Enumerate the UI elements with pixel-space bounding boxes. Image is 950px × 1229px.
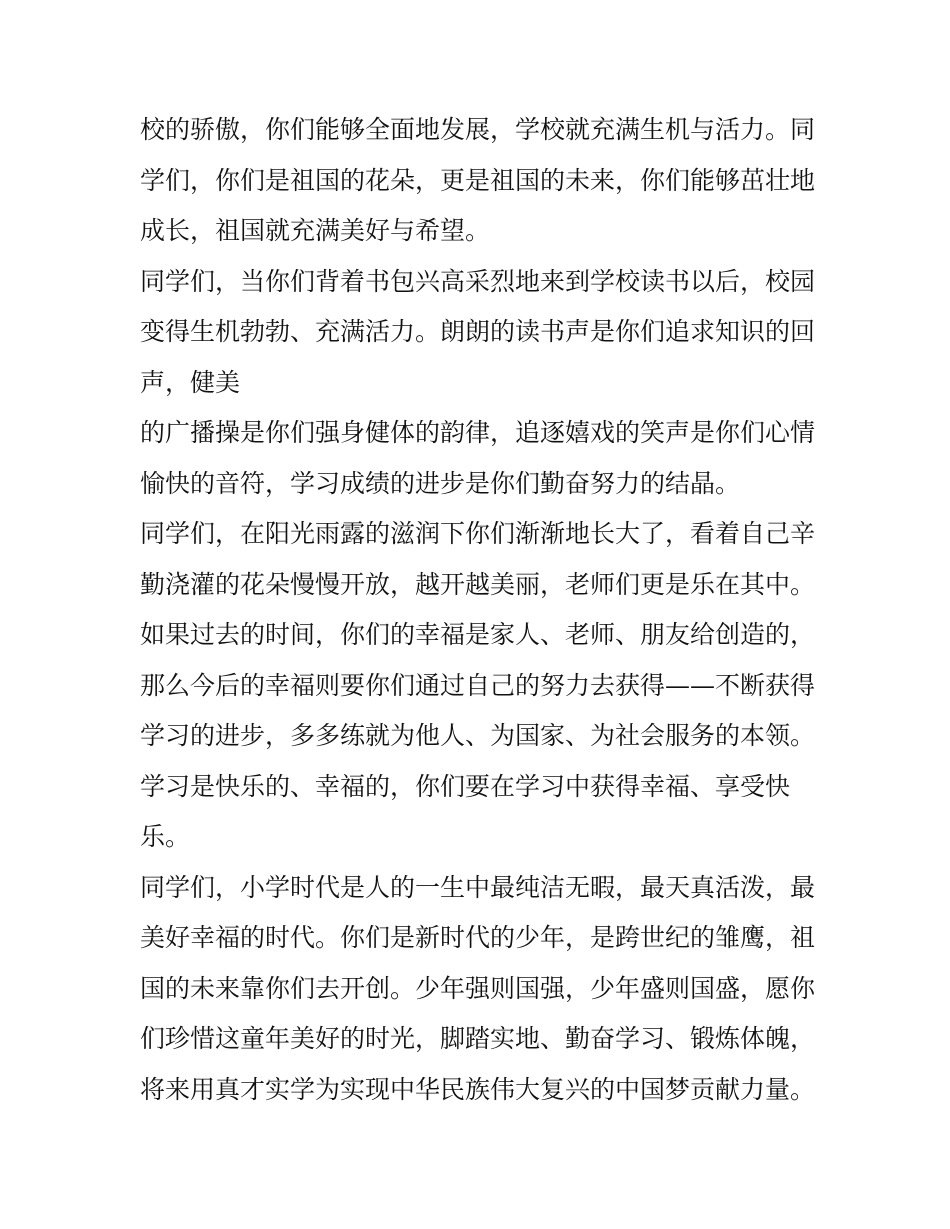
text-line: 校的骄傲，你们能够全面地发展，学校就充满生机与活力。同 <box>140 115 816 144</box>
text-line: 声，健美 <box>140 367 241 397</box>
text-line: 乐。 <box>140 822 191 851</box>
text-line: 将来用真才实学为实现中华民族伟大复兴的中国梦贡献力量。 <box>140 1074 816 1104</box>
text-line: 学习是快乐的、幸福的，你们要在学习中获得幸福、享受快 <box>140 771 791 801</box>
text-line: 勤浇灌的花朵慢慢开放，越开越美丽，老师们更是乐在其中。 <box>140 569 816 599</box>
text-line: 同学们，小学时代是人的一生中最纯洁无暇，最天真活泼，最 <box>140 872 816 902</box>
text-line: 学习的进步，多多练就为他人、为国家、为社会服务的本领。 <box>140 721 816 750</box>
text-line: 学们，你们是祖国的花朵，更是祖国的未来，你们能够茁壮地 <box>140 165 816 195</box>
text-line: 那么今后的幸福则要你们通过自己的努力去获得——不断获得 <box>140 670 816 700</box>
text-line: 们珍惜这童年美好的时光，脚踏实地、勤奋学习、锻炼体魄， <box>140 1024 816 1053</box>
text-line: 的广播操是你们强身健体的韵律，追逐嬉戏的笑声是你们心情 <box>140 418 816 447</box>
text-line: 变得生机勃勃、充满活力。朗朗的读书声是你们追求知识的回 <box>140 317 816 346</box>
document-body <box>140 105 820 1115</box>
text-line: 愉快的音符，学习成绩的进步是你们勤奋努力的结晶。 <box>140 468 741 498</box>
text-line: 同学们，在阳光雨露的滋润下你们渐渐地长大了，看着自己辛 <box>140 519 816 548</box>
text-line: 美好幸福的时代。你们是新时代的少年，是跨世纪的雏鹰，祖 <box>140 923 816 952</box>
text-line: 成长，祖国就充满美好与希望。 <box>140 216 491 245</box>
text-line: 同学们，当你们背着书包兴高采烈地来到学校读书以后，校园 <box>140 266 816 296</box>
text-line: 如果过去的时间，你们的幸福是家人、老师、朋友给创造的， <box>140 620 816 649</box>
text-line: 国的未来靠你们去开创。少年强则国强，少年盛则国盛，愿你 <box>140 973 816 1003</box>
